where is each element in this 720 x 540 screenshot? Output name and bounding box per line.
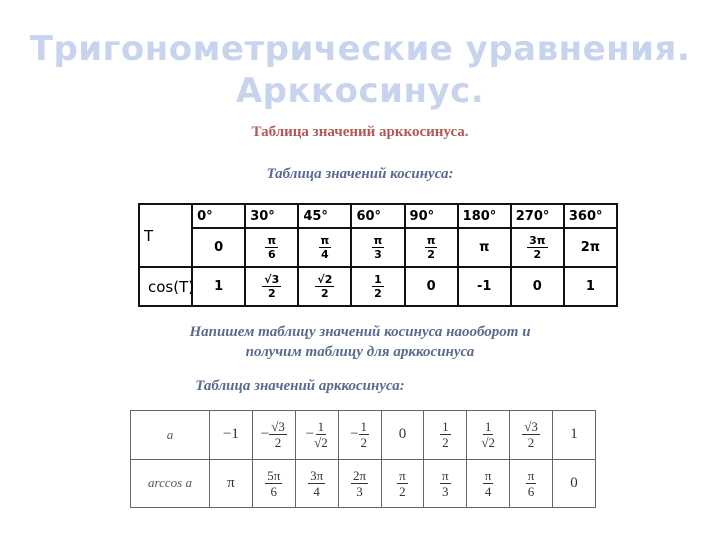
fraction-numerator: 1 — [374, 273, 382, 286]
fraction-numerator: 3π — [529, 234, 546, 247]
reverse-note — [0, 322, 720, 362]
fraction-numerator: π — [442, 467, 449, 483]
arccos-table-heading: Таблица значений арккосинуса. — [251, 124, 469, 140]
fraction — [481, 420, 495, 449]
arccos-value-cell — [252, 459, 295, 508]
deg-cell: 45° — [298, 204, 351, 228]
value-text: 0 — [214, 240, 224, 255]
fraction-numerator: √2 — [317, 273, 333, 286]
minus-sign: − — [260, 426, 270, 443]
deg-cell: 0° — [192, 204, 245, 228]
fraction — [351, 469, 368, 498]
a-value-cell — [381, 411, 424, 460]
fraction-numerator: π — [320, 234, 330, 247]
fraction-denominator: 2 — [533, 248, 542, 261]
fraction — [265, 235, 278, 260]
fraction-numerator: π — [527, 467, 535, 483]
cos-value-cell — [405, 267, 458, 306]
arc-func-label: arccos a — [131, 459, 210, 508]
value-text: 1 — [585, 279, 595, 294]
a-value-cell — [424, 411, 467, 460]
minus-sign: − — [350, 426, 359, 443]
fraction-numerator: π — [426, 234, 436, 247]
radian-cell — [405, 228, 458, 267]
cos-value-cell — [192, 267, 245, 306]
radian-cell — [351, 228, 404, 267]
fraction — [522, 420, 540, 449]
reverse-note-line-1: Напишем таблицу значений косинуса наооборот и — [189, 324, 531, 340]
deg-cell: 270° — [511, 204, 564, 228]
fraction-numerator: 1 — [317, 419, 325, 435]
fraction — [483, 469, 494, 498]
fraction-denominator: 2 — [274, 435, 282, 451]
arc-row-label: a — [131, 411, 210, 460]
value-text: 0 — [426, 279, 436, 294]
cos-value-cell — [458, 267, 511, 306]
cos-table-caption: Таблица значений косинуса: — [266, 166, 454, 182]
arccos-table — [130, 410, 596, 508]
arccos-value-cell — [295, 459, 338, 508]
fraction-denominator: √2 — [481, 435, 495, 451]
slide-title — [0, 28, 720, 112]
fraction-denominator: 3 — [442, 483, 449, 499]
title-line-1: Тригонометрические уравнения. — [29, 29, 691, 69]
value-text: −1 — [222, 426, 239, 443]
fraction-numerator: 1 — [442, 419, 449, 435]
fraction — [527, 235, 547, 260]
fraction-numerator: π — [373, 234, 383, 247]
value-text: 0 — [532, 279, 542, 294]
arccos-value-cell — [338, 459, 381, 508]
cos-value-cell — [298, 267, 351, 306]
fraction — [397, 469, 408, 498]
fraction-denominator: 4 — [321, 248, 329, 261]
deg-cell: 180° — [458, 204, 511, 228]
radian-cell — [298, 228, 351, 267]
fraction-numerator: 2π — [353, 467, 367, 483]
radian-cell — [192, 228, 245, 267]
cos-value-cell — [245, 267, 298, 306]
fraction — [265, 469, 282, 498]
value-text: π — [227, 474, 235, 491]
arccos-value-cell — [467, 459, 510, 508]
cos-radian-row — [139, 228, 617, 267]
cosine-table — [138, 203, 618, 307]
arccos-value-cell — [210, 459, 253, 508]
value-text: 2π — [580, 240, 601, 255]
arc-value-row — [131, 459, 596, 508]
arccos-value-cell — [553, 459, 596, 508]
value-text: π — [479, 240, 490, 255]
cos-degree-row — [139, 204, 617, 228]
radian-cell — [458, 228, 511, 267]
fraction-numerator: √3 — [264, 273, 280, 286]
reverse-note-line-2: получим таблицу для арккосинуса — [245, 344, 475, 360]
a-value-cell — [252, 411, 295, 460]
fraction — [440, 420, 451, 449]
deg-cell: 30° — [245, 204, 298, 228]
fraction — [440, 469, 451, 498]
fraction-numerator: 1 — [360, 419, 368, 435]
deg-cell: 60° — [351, 204, 404, 228]
value-text: 0 — [398, 426, 407, 443]
radian-cell — [564, 228, 617, 267]
cos-row-label: T — [139, 204, 192, 267]
fraction — [262, 274, 281, 299]
fraction-denominator: 6 — [527, 483, 535, 499]
cos-value-cell — [351, 267, 404, 306]
fraction-denominator: 6 — [267, 248, 276, 261]
a-value-cell — [210, 411, 253, 460]
fraction — [319, 235, 332, 260]
a-value-cell — [510, 411, 553, 460]
fraction-denominator: 2 — [527, 435, 535, 451]
fraction — [315, 274, 334, 299]
fraction — [314, 420, 328, 449]
fraction-denominator: 4 — [313, 483, 320, 499]
fraction — [269, 420, 287, 449]
fraction-numerator: √3 — [524, 419, 538, 435]
cos-func-label: cos(T) — [139, 267, 192, 306]
radian-cell — [511, 228, 564, 267]
fraction — [526, 469, 537, 498]
a-value-cell — [553, 411, 596, 460]
fraction-denominator: 2 — [399, 483, 406, 499]
fraction-numerator: √3 — [271, 419, 285, 435]
cos-value-cell — [511, 267, 564, 306]
fraction-denominator: 4 — [484, 483, 492, 499]
fraction-denominator: 2 — [321, 287, 329, 300]
fraction-denominator: 3 — [374, 248, 382, 261]
fraction — [308, 469, 325, 498]
radian-cell — [245, 228, 298, 267]
arc-table-caption: Таблица значений арккосинуса: — [195, 378, 405, 394]
fraction — [372, 274, 384, 299]
fraction-numerator: 3π — [310, 467, 324, 483]
arc-a-row — [131, 411, 596, 460]
value-text: 1 — [214, 279, 224, 294]
value-text: -1 — [476, 279, 492, 294]
fraction-denominator: 2 — [267, 287, 276, 300]
a-value-cell — [295, 411, 338, 460]
arccos-value-cell — [424, 459, 467, 508]
fraction — [359, 420, 370, 449]
fraction-denominator: 2 — [427, 248, 435, 261]
fraction-numerator: π — [399, 467, 406, 483]
fraction-denominator: 3 — [356, 483, 363, 499]
fraction — [425, 235, 438, 260]
fraction-denominator: 2 — [442, 435, 449, 451]
fraction-numerator: 5π — [267, 467, 281, 483]
minus-sign: − — [305, 426, 315, 443]
arccos-value-cell — [510, 459, 553, 508]
fraction-denominator: 6 — [270, 483, 278, 499]
cos-value-cell — [564, 267, 617, 306]
value-text: 1 — [570, 426, 578, 443]
fraction-denominator: 2 — [360, 435, 368, 451]
fraction-numerator: 1 — [484, 419, 492, 435]
arccos-value-cell — [381, 459, 424, 508]
a-value-cell — [338, 411, 381, 460]
fraction — [372, 235, 385, 260]
deg-cell: 360° — [564, 204, 617, 228]
deg-cell: 90° — [405, 204, 458, 228]
value-text: 0 — [570, 474, 578, 491]
a-value-cell — [467, 411, 510, 460]
cos-value-row — [139, 267, 617, 306]
title-line-2: Арккосинус. — [235, 71, 485, 111]
fraction-numerator: π — [267, 234, 277, 247]
fraction-denominator: 2 — [374, 287, 382, 300]
fraction-denominator: √2 — [314, 435, 328, 451]
fraction-numerator: π — [484, 467, 492, 483]
